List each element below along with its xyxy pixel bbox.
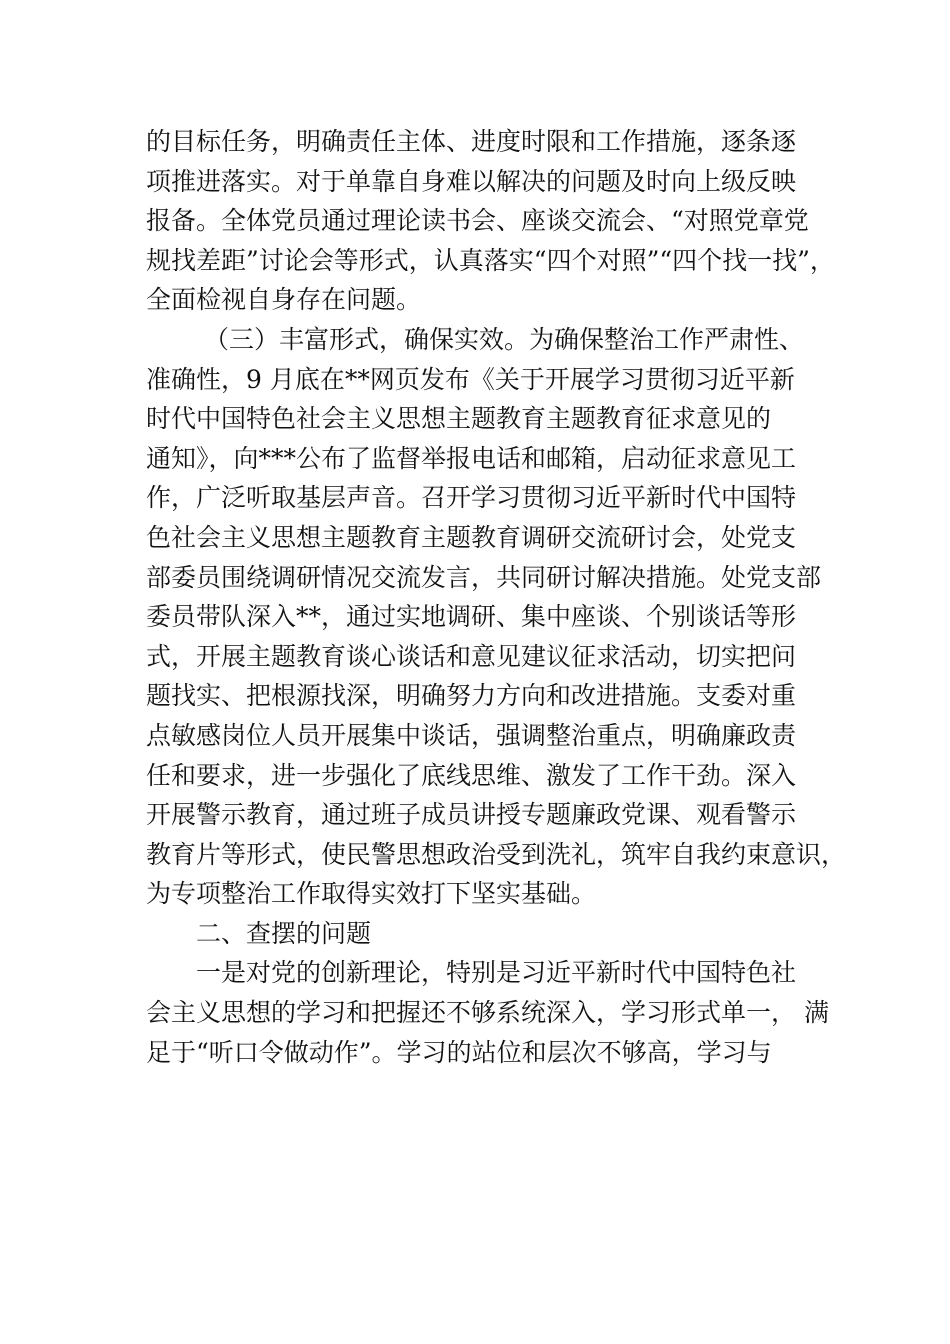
text-line: 委员带队深入**，通过实地调研、集中座谈、个别谈话等形 — [146, 602, 797, 632]
text-line: 会主义思想的学习和把握还不够系统深入，学习形式单一， 满 — [146, 998, 829, 1028]
document-body — [146, 122, 847, 1072]
text-line: 项推进落实。对于单靠自身难以解决的问题及时向上级反映 — [146, 166, 797, 196]
text-line: 规找差距”讨论会等形式，认真落实“四个对照”“四个找一找”， — [146, 245, 835, 275]
text-line: 作，广泛听取基层声音。召开学习贯彻习近平新时代中国特 — [146, 483, 797, 513]
text-line: 为专项整治工作取得实效打下坚实基础。 — [146, 879, 597, 909]
text-line: 任和要求，进一步强化了底线思维、激发了工作干劲。深入 — [146, 760, 797, 790]
text-line: 通知》，向***公布了监督举报电话和邮箱，启动征求意见工 — [146, 443, 797, 473]
section-heading-line: （三）丰富形式，确保实效。为确保整治工作严肃性、 — [204, 324, 805, 354]
text-line: 报备。全体党员通过理论读书会、座谈交流会、“对照党章党 — [146, 206, 809, 236]
text-line: 一是对党的创新理论，特别是习近平新时代中国特色社 — [196, 958, 797, 988]
text-line: 题找实、把根源找深，明确努力方向和改进措施。支委对重 — [146, 681, 797, 711]
text-line: 教育片等形式，使民警思想政治受到洗礼，筑牢自我约束意识， — [146, 839, 847, 869]
text-line: 全面检视自身存在问题。 — [146, 285, 422, 315]
text-line: 准确性，9 月底在**网页发布《关于开展学习贯彻习近平新 — [146, 364, 795, 394]
section-heading: 二、查摆的问题 — [196, 918, 372, 948]
text-line: 部委员围绕调研情况交流发言，共同研讨解决措施。处党支部 — [146, 562, 822, 592]
text-line: 足于“听口令做动作”。学习的站位和层次不够高，学习与 — [146, 1037, 772, 1067]
text-line: 点敏感岗位人员开展集中谈话，强调整治重点，明确廉政责 — [146, 720, 797, 750]
text-line: 的目标任务，明确责任主体、进度时限和工作措施，逐条逐 — [146, 127, 797, 156]
text-line: 时代中国特色社会主义思想主题教育主题教育征求意见的 — [146, 404, 772, 434]
text-line: 开展警示教育，通过班子成员讲授专题廉政党课、观看警示 — [146, 800, 797, 830]
text-line: 色社会主义思想主题教育主题教育调研交流研讨会，处党支 — [146, 522, 797, 552]
text-line: 式，开展主题教育谈心谈话和意见建议征求活动，切实把问 — [146, 641, 797, 671]
